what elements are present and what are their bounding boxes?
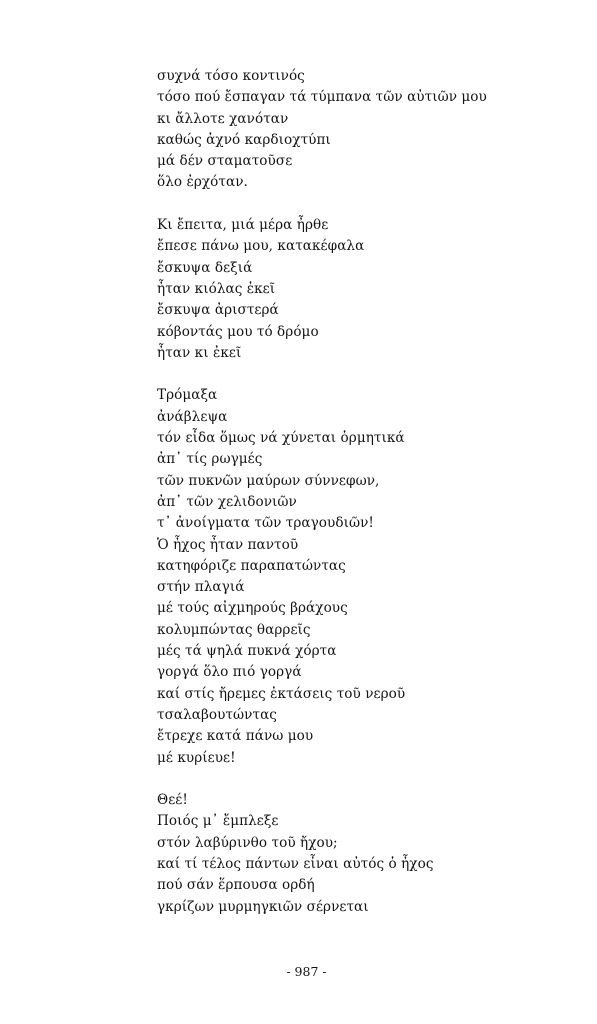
poem-line: γκρίζων μυρμηγκιῶν σέρνεται: [157, 898, 369, 915]
poem-line: μέ κυρίευε!: [157, 749, 236, 766]
poem-line: ἦταν κι ἐκεῖ: [157, 344, 242, 361]
poem-line: ἔσκυψα ἀριστερά: [157, 302, 279, 319]
poem-line: ἔτρεχε κατά πάνω μου: [157, 728, 314, 745]
poem-line: καί τί τέλος πάντων εἶναι αὐτός ὁ ἦχος: [157, 855, 434, 872]
poem-line: Ὁ ἦχος ἦταν παντοῦ: [157, 536, 299, 553]
poem-line: Κι ἔπειτα, μιά μέρα ἦρθε: [157, 217, 329, 234]
poem-line: γοργά ὅλο πιό γοργά: [157, 664, 302, 681]
poem-line: μές τά ψηλά πυκνά χόρτα: [157, 643, 337, 660]
stanza-4: [157, 790, 577, 918]
poem-line: κι ἄλλοτε χανόταν: [157, 110, 289, 127]
stanza-2: [157, 215, 577, 364]
poem-body: [157, 66, 577, 939]
poem-line: ἔπεσε πάνω μου, κατακέφαλα: [157, 238, 365, 255]
poem-line: στόν λαβύρινθο τοῦ ἤχου;: [157, 834, 338, 851]
poem-line: τ᾽ ἀνοίγματα τῶν τραγουδιῶν!: [157, 515, 374, 532]
poem-line: ἀπ᾽ τῶν χελιδονιῶν: [157, 493, 297, 510]
poem-line: τόν εἶδα ὅμως νά χύνεται ὁρμητικά: [157, 430, 405, 447]
poem-line: ὅλο ἐρχόταν.: [157, 174, 248, 191]
poem-line: ἦταν κιόλας ἐκεῖ: [157, 280, 276, 297]
page-number: - 987 -: [286, 964, 327, 979]
poem-line: στήν πλαγιά: [157, 579, 245, 596]
stanza-3: [157, 385, 577, 768]
poem-line: κόβοντάς μου τό δρόμο: [157, 323, 319, 340]
poem-line: Τρόμαξα: [157, 387, 218, 404]
poem-line: πού σάν ἕρπουσα ορδή: [157, 877, 315, 894]
poem-line: κολυμπώντας θαρρεῖς: [157, 621, 311, 638]
poem-line: Ποιός μ᾽ ἔμπλεξε: [157, 813, 279, 830]
poem-line: καί στίς ἤρεμες ἐκτάσεις τοῦ νεροῦ: [157, 685, 406, 702]
poem-line: μέ τούς αἰχμηρούς βράχους: [157, 600, 348, 617]
poem-line: μά δέν σταματοῦσε: [157, 153, 293, 170]
poem-line: κατηφόριζε παραπατώντας: [157, 557, 346, 574]
poem-line: ἀνάβλεψα: [157, 408, 228, 425]
poem-line: τόσο πού ἔσπαγαν τά τύμπανα τῶν αὐτιῶν μου: [157, 89, 487, 106]
stanza-1: [157, 66, 577, 194]
poem-line: Θεέ!: [157, 792, 188, 809]
poem-line: τῶν πυκνῶν μαύρων σύννεφων,: [157, 472, 380, 489]
poem-line: καθώς ἀχνό καρδιοχτύπι: [157, 131, 331, 148]
poem-line: ἀπ᾽ τίς ρωγμές: [157, 451, 263, 468]
poem-line: ἔσκυψα δεξιά: [157, 259, 253, 276]
poem-line: τσαλαβουτώντας: [157, 706, 277, 723]
poem-line: συχνά τόσο κοντινός: [157, 68, 305, 84]
